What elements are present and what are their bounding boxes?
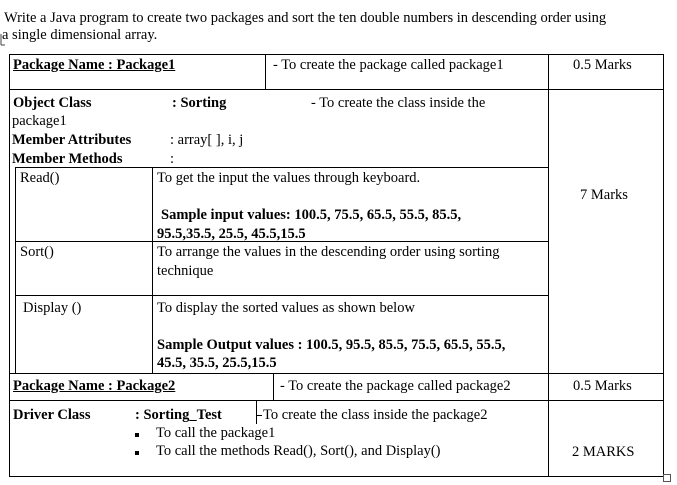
driver-class-desc: To create the class inside the package2 — [263, 407, 488, 423]
sort-left-border — [15, 241, 16, 296]
table-resize-handle[interactable] — [663, 474, 671, 482]
method-read-name: Read() — [20, 170, 60, 186]
package1-marks: 0.5 Marks — [573, 57, 632, 73]
methods-left-border — [15, 167, 16, 242]
row1-divider-2 — [548, 54, 549, 90]
methods-row-sep-2 — [15, 295, 549, 296]
middle-right-border — [663, 89, 664, 374]
driver-desc-tick — [256, 415, 262, 416]
row3-left-border — [9, 373, 10, 401]
package1-label: Package Name : Package1 — [13, 57, 176, 73]
member-methods-label: Member Methods — [12, 151, 123, 167]
method-read-sample-1: Sample input values: 100.5, 75.5, 65.5, 55.5, 85.5, — [161, 207, 462, 223]
bullet-icon — [135, 451, 139, 455]
anchor-icon — [0, 34, 6, 46]
object-class-value: : Sorting — [172, 95, 227, 111]
method-sort-name: Sort() — [20, 244, 54, 260]
driver-class-label: Driver Class — [13, 407, 91, 423]
row4-bottom-border — [9, 476, 664, 477]
method-read-sample-2: 95.5,35.5, 25.5, 45.5,15.5 — [157, 226, 306, 242]
object-class-desc: - To create the class inside the — [311, 95, 486, 111]
method-sort-desc-2: technique — [157, 263, 214, 279]
methods-divider — [152, 167, 153, 374]
member-attributes-label: Member Attributes — [12, 132, 132, 148]
package2-desc: - To create the package called package2 — [280, 378, 511, 394]
row4-divider-1 — [256, 400, 257, 424]
method-display-name: Display () — [23, 300, 82, 316]
driver-class-value: : Sorting_Test — [135, 407, 222, 423]
package2-marks: 0.5 Marks — [573, 378, 632, 394]
row1-divider-1 — [265, 54, 266, 90]
middle-bottom-border — [9, 373, 664, 374]
method-display-sample-2: 45.5, 35.5, 25.5,15.5 — [157, 355, 277, 371]
row3-divider-2 — [548, 373, 549, 401]
driver-bullet-1: To call the package1 — [156, 425, 276, 441]
row1-bottom-border — [9, 89, 664, 90]
method-display-desc: To display the sorted values as shown below — [157, 300, 415, 316]
method-sort-desc-1: To arrange the values in the descending order using sorting — [157, 244, 500, 260]
row1-left-border — [9, 54, 10, 90]
driver-marks: 2 MARKS — [572, 444, 635, 460]
object-class-desc-cont: package1 — [12, 113, 67, 129]
middle-left-border — [9, 89, 10, 374]
row1-right-border — [663, 54, 664, 90]
row3-right-border — [663, 373, 664, 401]
bullet-icon — [135, 433, 139, 437]
driver-bullet-2: To call the methods Read(), Sort(), and Display() — [156, 443, 441, 459]
row4-right-border — [663, 400, 664, 477]
row3-bottom-border — [9, 400, 664, 401]
row4-divider-2 — [548, 400, 549, 477]
middle-marks: 7 Marks — [580, 187, 628, 203]
method-display-sample-1: Sample Output values : 100.5, 95.5, 85.5, 75.5, 65.5, 55.5, — [157, 337, 506, 353]
display-left-border — [15, 295, 16, 374]
row1-top-border — [9, 54, 664, 55]
middle-marks-left-border — [548, 89, 549, 374]
row3-divider-1 — [273, 373, 274, 401]
member-methods-value: : — [170, 151, 175, 167]
package2-label: Package Name : Package2 — [13, 378, 176, 394]
method-read-desc: To get the input the values through keyboard. — [157, 170, 421, 186]
package1-desc: - To create the package called package1 — [273, 57, 504, 73]
question-line-2: a single dimensional array. — [2, 27, 158, 43]
object-class-label: Object Class — [13, 95, 92, 111]
question-line-1: Write a Java program to create two packages and sort the ten double numbers in descending order using — [4, 10, 607, 26]
member-attributes-value: : array[ ], i, j — [170, 132, 244, 148]
row4-left-border — [9, 400, 10, 477]
